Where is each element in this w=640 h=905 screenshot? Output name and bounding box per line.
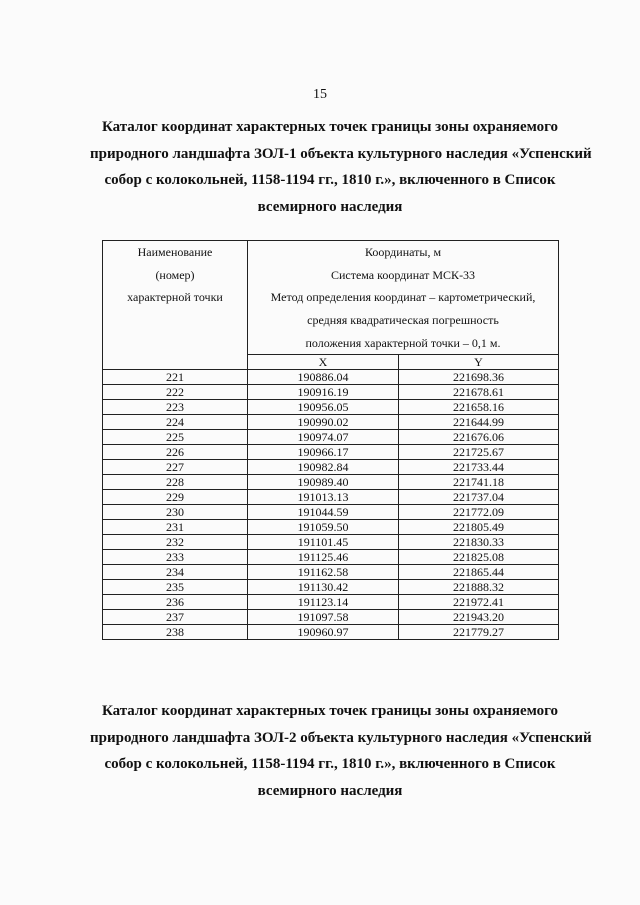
header-line: Координаты, м <box>364 245 442 259</box>
y-coordinate-cell: 221725.67 <box>399 444 559 459</box>
point-number-cell: 229 <box>103 489 248 504</box>
heading-line: природного ландшафта ЗОЛ-1 объекта культурного наследия «Успенский <box>90 145 592 162</box>
table-row <box>103 474 559 489</box>
x-coordinate-cell: 190966.17 <box>248 444 399 459</box>
x-coordinate-cell: 191123.14 <box>248 594 399 609</box>
header-line: Наименование <box>137 245 213 259</box>
table-row <box>103 504 559 519</box>
point-number-cell: 231 <box>103 519 248 534</box>
point-number-cell: 226 <box>103 444 248 459</box>
x-coordinate-cell: 190916.19 <box>248 384 399 399</box>
heading-line: всемирного наследия <box>257 198 403 215</box>
x-coordinate-cell: 191162.58 <box>248 564 399 579</box>
point-number-cell: 222 <box>103 384 248 399</box>
header-line: положения характерной точки – 0,1 м. <box>305 336 501 350</box>
y-coordinate-cell: 221741.18 <box>399 474 559 489</box>
x-coordinate-cell: 191130.42 <box>248 579 399 594</box>
point-number-cell: 233 <box>103 549 248 564</box>
y-coordinate-cell: 221678.61 <box>399 384 559 399</box>
y-coordinate-cell: 221779.27 <box>399 624 559 639</box>
heading-line: Каталог координат характерных точек границы зоны охраняемого <box>101 119 559 135</box>
table-body <box>103 369 559 639</box>
y-coordinate-cell: 221888.32 <box>399 579 559 594</box>
table-row <box>103 624 559 639</box>
header-line: (номер) <box>155 267 195 282</box>
table-row <box>103 489 559 504</box>
catalog-heading-zol1 <box>90 114 592 220</box>
x-coordinate-cell: 191044.59 <box>248 504 399 519</box>
x-coordinate-cell: 191013.13 <box>248 489 399 504</box>
header-line: характерной точки <box>127 290 223 304</box>
header-line: Система координат МСК-33 <box>330 267 476 282</box>
x-coordinate-cell: 191125.46 <box>248 549 399 564</box>
table-row <box>103 594 559 609</box>
point-name-header <box>103 241 248 370</box>
x-coordinate-cell: 191101.45 <box>248 534 399 549</box>
table-row <box>103 444 559 459</box>
x-coordinate-cell: 190989.40 <box>248 474 399 489</box>
y-coordinate-cell: 221733.44 <box>399 459 559 474</box>
x-coordinate-cell: 190982.84 <box>248 459 399 474</box>
y-coordinate-cell: 221772.09 <box>399 504 559 519</box>
table-row <box>103 579 559 594</box>
x-coordinate-cell: 191059.50 <box>248 519 399 534</box>
y-coordinate-cell: 221830.33 <box>399 534 559 549</box>
x-coordinate-cell: 191097.58 <box>248 609 399 624</box>
header-line: Метод определения координат – картометрический, <box>270 290 536 304</box>
y-coordinate-cell: 221943.20 <box>399 609 559 624</box>
point-number-cell: 221 <box>103 369 248 384</box>
x-coordinate-cell: 190990.02 <box>248 414 399 429</box>
point-number-cell: 228 <box>103 474 248 489</box>
table-row <box>103 399 559 414</box>
point-number-cell: 235 <box>103 579 248 594</box>
y-coordinate-cell: 221644.99 <box>399 414 559 429</box>
coordinates-table <box>102 240 559 640</box>
heading-line: собор с колокольней, 1158-1194 гг., 1810 г.», включенного в Список <box>104 172 556 188</box>
table-row <box>103 459 559 474</box>
header-line: средняя квадратическая погрешность <box>307 312 499 327</box>
y-coordinate-cell: 221658.16 <box>399 399 559 414</box>
y-coordinate-cell: 221972.41 <box>399 594 559 609</box>
x-coordinate-cell: 190960.97 <box>248 624 399 639</box>
table-row <box>103 384 559 399</box>
point-number-cell: 224 <box>103 414 248 429</box>
table-row <box>103 519 559 534</box>
x-coordinate-cell: 190886.04 <box>248 369 399 384</box>
heading-line: Каталог координат характерных точек границы зоны охраняемого <box>101 703 559 719</box>
point-number-cell: 223 <box>103 399 248 414</box>
point-number-cell: 238 <box>103 624 248 639</box>
table-row <box>103 564 559 579</box>
heading-line: всемирного наследия <box>257 782 403 799</box>
point-number-cell: 227 <box>103 459 248 474</box>
heading-line: собор с колокольней, 1158-1194 гг., 1810 г.», включенного в Список <box>104 756 556 772</box>
heading-line: природного ландшафта ЗОЛ-2 объекта культурного наследия «Успенский <box>90 729 592 746</box>
y-coordinate-cell: 221805.49 <box>399 519 559 534</box>
point-number-cell: 236 <box>103 594 248 609</box>
point-number-cell: 234 <box>103 564 248 579</box>
y-coordinate-cell: 221676.06 <box>399 429 559 444</box>
table-row <box>103 549 559 564</box>
x-column-header: X <box>248 354 399 369</box>
page-number: 15 <box>313 87 327 102</box>
table-row <box>103 534 559 549</box>
table-row <box>103 429 559 444</box>
point-number-cell: 225 <box>103 429 248 444</box>
y-coordinate-cell: 221737.04 <box>399 489 559 504</box>
table-row <box>103 414 559 429</box>
y-coordinate-cell: 221825.08 <box>399 549 559 564</box>
catalog-heading-zol2 <box>90 698 592 804</box>
point-number-cell: 232 <box>103 534 248 549</box>
point-number-cell: 230 <box>103 504 248 519</box>
y-coordinate-cell: 221865.44 <box>399 564 559 579</box>
y-column-header: Y <box>399 354 559 369</box>
coordinates-header <box>248 241 559 355</box>
table-row <box>103 369 559 384</box>
y-coordinate-cell: 221698.36 <box>399 369 559 384</box>
point-number-cell: 237 <box>103 609 248 624</box>
x-coordinate-cell: 190956.05 <box>248 399 399 414</box>
table-row <box>103 609 559 624</box>
x-coordinate-cell: 190974.07 <box>248 429 399 444</box>
